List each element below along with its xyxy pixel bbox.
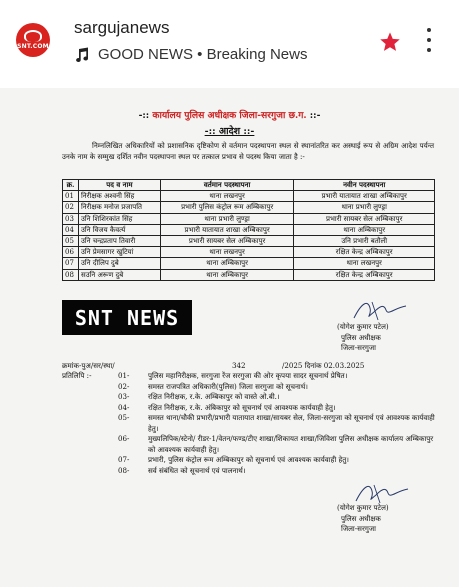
table-cell: रक्षित केन्द्र अम्बिकापुर	[294, 269, 435, 280]
list-item: 02- समस्त राजपत्रित अधिकारी(पुलिस) जिला सरगुजा को सूचनार्थ।	[118, 381, 308, 391]
table-cell: उनि प्रेमसागर खुटियां	[78, 247, 160, 258]
table-cell: 02	[63, 202, 79, 213]
reference-date: /2025 दिनांक 02.03.2025	[282, 361, 365, 370]
table-cell: थाना प्रभारी लुण्ड्रा	[160, 213, 294, 224]
transfer-table	[62, 179, 435, 281]
signature-block	[337, 322, 389, 354]
table-cell: उनि विजय कैवर्त्य	[78, 224, 160, 235]
table-cell: निरीक्षक मनोज प्रजापति	[78, 202, 160, 213]
avatar-logo-icon	[24, 30, 42, 42]
list-item: 08- सर्व संबंधित को सूचनार्थ एवं पालनार्थ।	[118, 465, 246, 475]
table-cell: 01	[63, 191, 79, 202]
table-cell: थाना अम्बिकापुर	[294, 224, 435, 235]
table-header-row	[63, 180, 435, 191]
signatory-designation: पुलिस अधीक्षक	[341, 513, 381, 523]
table-cell: निरीक्षक अश्वनी सिंह	[78, 191, 160, 202]
table-row	[63, 202, 435, 213]
music-note-icon	[74, 47, 90, 63]
table-cell: उनि प्रभारी बतौली	[294, 235, 435, 246]
table-cell: 04	[63, 224, 79, 235]
signature-image	[350, 298, 410, 324]
list-item: 01- पुलिस महानिरीक्षक, सरगुजा रेंज सरगुजा की ओर कृपया सादर सूचनार्थ प्रेषित।	[118, 371, 348, 380]
table-cell: थाना लखनपुर	[294, 258, 435, 269]
table-row	[63, 235, 435, 246]
table-row	[63, 191, 435, 202]
music-track-label: GOOD NEWS • Breaking News	[98, 46, 308, 63]
order-paragraph: निम्नलिखित अधिकारियों को प्रशासनिक दृष्टिकोण से वर्तमान पदस्थापना स्थल से स्थानांतरित कर अस्थाई रूप से अग्रिम आदेश पर्यन्त उनके नाम के सम्मुख दर्शित नवीन पदस्थापना स्थल पर तत्काल प्रभाव से पदस्थ किया जाता है :-	[62, 141, 434, 162]
table-row	[63, 269, 435, 280]
table-cell: उनि दीलिप दुबे	[78, 258, 160, 269]
table-header: वर्तमान पदस्थापना	[160, 180, 294, 191]
account-avatar[interactable]	[16, 23, 50, 57]
table-cell: 07	[63, 258, 79, 269]
table-cell: थाना अम्बिकापुर	[160, 269, 294, 280]
table-cell: 06	[63, 247, 79, 258]
reference-number: क्रमांक-पुअ/सर/स्था/	[62, 361, 115, 370]
list-item: 05- समस्त थाना/चौकी प्रभारी/प्रभारी यातायात शाखा/सायबर सेल, जिला-सरगुजा को सूचनार्थ एवं आवश्यक कार्यवाही हेतु।	[118, 413, 435, 433]
order-title: -:: आदेश ::-	[204, 126, 255, 137]
signatory-district: जिला-सरगुजा	[341, 524, 376, 533]
copy-label: प्रतिलिपि :-	[62, 371, 92, 380]
post-header	[0, 0, 459, 86]
table-cell: उनि शिशिरकांत सिंह	[78, 213, 160, 224]
snt-news-watermark: SNT NEWS	[62, 300, 192, 335]
table-cell: प्रभारी पुलिस कंट्रोल रूम अम्बिकापुर	[160, 202, 294, 213]
more-options-icon[interactable]	[425, 28, 433, 52]
list-item: 04- रक्षित निरीक्षक, र.के. अंबिकापुर को सूचनार्थ एवं आवश्यक कार्यवाही हेतु।	[118, 402, 336, 412]
table-cell: रक्षित केन्द्र अम्बिकापुर	[294, 247, 435, 258]
table-header: नवीन पदस्थापना	[294, 180, 435, 191]
table-header: पद व नाम	[78, 180, 160, 191]
table-cell: 05	[63, 235, 79, 246]
account-name[interactable]: sargujanews	[74, 18, 170, 37]
avatar-text: SNT.COM	[17, 43, 49, 50]
table-row	[63, 224, 435, 235]
reference-serial: 342	[232, 361, 246, 370]
table-cell: प्रभारी सायबर सेल अम्बिकापुर	[294, 213, 435, 224]
signatory-name: (योगेश कुमार पटेल)	[337, 503, 389, 512]
table-cell: थाना लखनपुर	[160, 247, 294, 258]
table-row	[63, 213, 435, 224]
signatory-district: जिला-सरगुजा	[341, 343, 376, 352]
star-icon[interactable]	[379, 31, 401, 53]
table-cell: प्रभारी यातायात शाखा अम्बिकापुर	[294, 191, 435, 202]
table-cell: 08	[63, 269, 79, 280]
table-header: क्र.	[63, 180, 79, 191]
table-cell: थाना अम्बिकापुर	[160, 258, 294, 269]
table-cell: प्रभारी यातायात शाखा अम्बिकापुर	[160, 224, 294, 235]
signature-block	[337, 503, 389, 535]
signatory-name: (योगेश कुमार पटेल)	[337, 322, 389, 331]
signatory-designation: पुलिस अधीक्षक	[341, 332, 381, 342]
table-cell: उनि चन्द्रप्रताप तिवारी	[78, 235, 160, 246]
list-item: 07- प्रभारी, पुलिस कंट्रोल रूम अम्बिकापुर को सूचनार्थ एवं आवश्यक कार्यवाही हेतु।	[118, 455, 349, 464]
office-title: -:: कार्यालय पुलिस अधीक्षक जिला-सरगुजा छ.ग. ::-	[138, 110, 321, 121]
table-cell: थाना लखनपुर	[160, 191, 294, 202]
list-item: 06- मुख्यलिपिक/स्टेनो/ रीडर-1/वेतन/फण्ड/टीए शाखा/शिकायत शाखा/जिविशा पुलिस अधीक्षक कार्यालय अम्बिकापुर को आवश्यक कार्यवाही हेतु।	[118, 434, 434, 454]
table-row	[63, 258, 435, 269]
copy-list	[118, 371, 438, 476]
table-row	[63, 247, 435, 258]
table-cell: सउनि अरूण दुबे	[78, 269, 160, 280]
table-cell: प्रभारी सायबर सेल अम्बिकापुर	[160, 235, 294, 246]
table-cell: 03	[63, 213, 79, 224]
music-track[interactable]	[74, 46, 307, 63]
list-item: 03- रक्षित निरीक्षक, र.के. अम्बिकापुर को वास्ते ओ.बी.।	[118, 392, 280, 401]
table-cell: थाना प्रभारी लुण्ड्रा	[294, 202, 435, 213]
document-image	[0, 88, 459, 587]
